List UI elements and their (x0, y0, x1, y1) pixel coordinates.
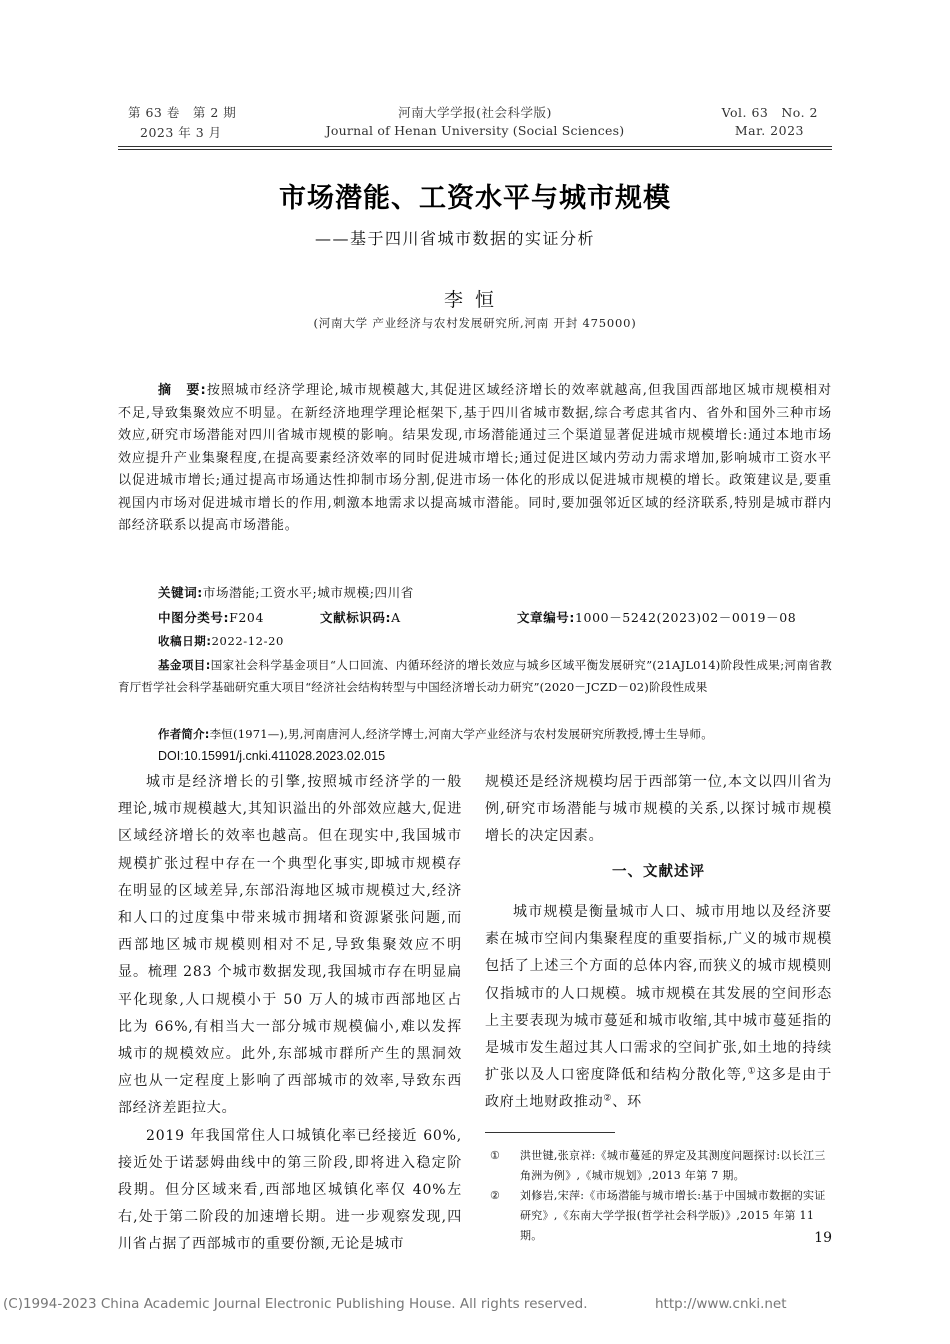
article-title: 市场潜能、工资水平与城市规模 (279, 183, 671, 214)
clc-value: F204 (229, 610, 265, 625)
received-label: 收稿日期: (158, 634, 212, 648)
body-paragraph-2: 2019 年我国常住人口城镇化率已经接近 60%,接近处于诺瑟姆曲线中的第三阶段,即将进入稳定阶段期。但分区域来看,西部地区城镇化率仅 40%左右,处于第二阶段的加速增长期。进一步观察发现,四川省占据了西部城市的重要份额,无论是城市 (118, 1127, 462, 1253)
article-number-value: 1000－5242(2023)02－0019－08 (575, 610, 797, 625)
footer-copyright: (C)1994-2023 China Academic Journal Electronic Publishing House. All rights reserved. (3, 1296, 588, 1312)
header-volume-cn: 第 63 卷 第 2 期 (128, 105, 237, 120)
document-code-value: A (391, 610, 401, 625)
document-code-label: 文献标识码: (320, 610, 392, 625)
article-author: 李恒 (443, 289, 506, 311)
article-subtitle: ——基于四川省城市数据的实证分析 (314, 229, 595, 248)
body-right-column (485, 769, 832, 851)
footnote-1-text: 洪世键,张京祥:《城市蔓延的界定及其测度问题探讨:以长江三角洲为例》,《城市规划》,2013 年第 7 期。 (520, 1149, 826, 1182)
body-paragraph-3: 规模还是经济规模均居于西部第一位,本文以四川省为例,研究市场潜能与城市规模的关系,以探讨城市规模增长的决定因素。 (485, 774, 832, 845)
footnote-2-text: 刘修岩,宋萍:《市场潜能与城市增长:基于中国城市数据的实证研究》,《东南大学学报(哲学社会科学版)》,2015 年第 11 期。 (520, 1189, 826, 1242)
section-title: 一、文献述评 (612, 864, 705, 880)
fund-info (118, 655, 832, 698)
abstract-label: 摘 要: (158, 383, 207, 398)
footer-url[interactable]: http://www.cnki.net (655, 1296, 787, 1312)
header-journal-cn: 河南大学学报(社会科学版) (398, 105, 552, 120)
header-rule-top (118, 146, 832, 147)
abstract (118, 380, 832, 538)
fund-text: 国家社会科学基金项目“人口回流、内循环经济的增长效应与城乡区域平衡发展研究”(21AJL014)阶段性成果;河南省教育厅哲学社会科学基础研究重大项目“经济社会结构转型与中国经济增长动力研究”(2020－JCZD－02)阶段性成果 (118, 658, 832, 694)
article-number-label: 文章编号: (517, 610, 575, 625)
header-volume-en: Vol. 63 No. 2 (721, 105, 818, 120)
keywords (158, 582, 414, 604)
body-paragraph-4 (485, 899, 832, 1117)
received-date (158, 630, 284, 652)
body-left-column (118, 769, 462, 1259)
body-paragraph-4-b: 这多是由于政府土地财政推动 (485, 1067, 833, 1111)
keywords-label: 关键词: (158, 585, 203, 600)
keywords-text: 市场潜能;工资水平;城市规模;四川省 (202, 585, 414, 600)
footnote-2 (490, 1186, 832, 1246)
footnote-divider (485, 1132, 615, 1133)
body-paragraph-4-a: 城市规模是衡量城市人口、城市用地以及经济要素在城市空间内集聚程度的重要指标,广义的城市规模包括了上述三个方面的总体内容,而狭义的城市规模则仅指城市的人口规模。城市规模在其发展的空间形态上主要表现为城市蔓延和城市收缩,其中城市蔓延指的是城市发生超过其人口需求的空间扩张,如土地的持续扩张以及人口密度降低和结构分散化等, (485, 904, 832, 1084)
clc-number (158, 607, 264, 629)
doi: DOI:10.15991/j.cnki.411028.2023.02.015 (158, 749, 386, 763)
body-paragraph-1: 城市是经济增长的引擎,按照城市经济学的一般理论,城市规模越大,其知识溢出的外部效应越大,促进区域经济增长的效率也越高。但在现实中,我国城市规模扩张过程中存在一个典型化事实,即城市规模存在明显的区域差异,东部沿海地区城市规模过大,经济和人口的过度集中带来城市拥堵和资源紧张问题,而西部地区城市规模则相对不足,导致集聚效应不明显。梳理 283 个城市数据发现,我国城市存在明显扁平化现象,人口规模小于 50 万人的城市西部地区占比为 66%,有相当大一部分城市规模偏小,难以发挥城市的规模效应。此外,东部城市群所产生的黑洞效应也从一定程度上影响了西部城市的效率,导致东西部经济差距拉大。 (118, 774, 462, 1117)
author-bio (118, 724, 832, 746)
header-journal-en: Journal of Henan University (Social Sciences) (325, 123, 625, 138)
header-rule-bottom (118, 149, 832, 150)
abstract-text: 按照城市经济学理论,城市规模越大,其促进区域经济增长的效率就越高,但我国西部地区城市规模相对不足,导致集聚效应不明显。在新经济地理学理论框架下,基于四川省城市数据,综合考虑其省内、省外和国外三种市场效应,研究市场潜能对四川省城市规模的影响。结果发现,市场潜能通过三个渠道显著促进城市规模增长:通过本地市场效应提升产业集聚程度,在提高要素经济效率的同时促进城市增长;通过促进区域内劳动力需求增加,影响城市工资水平以促进城市增长;通过提高市场通达性抑制市场分割,促进市场一体化的形成以促进城市规模的增长。政策建议是,要重视国内市场对促进城市增长的作用,刺激本地需求以提高城市潜能。同时,要加强邻近区域的经济联系,特别是城市群内部经济联系以提高市场潜能。 (118, 383, 832, 533)
page-number: 19 (814, 1230, 832, 1246)
footnote-1-number: ① (490, 1149, 501, 1162)
header-date-en: Mar. 2023 (734, 123, 804, 138)
footnote-2-number: ② (490, 1189, 501, 1202)
author-bio-label: 作者简介: (158, 727, 210, 741)
footnote-ref-1[interactable]: ① (747, 1066, 757, 1077)
clc-label: 中图分类号: (158, 610, 230, 625)
article-affiliation: (河南大学 产业经济与农村发展研究所,河南 开封 475000) (313, 316, 637, 330)
fund-label: 基金项目: (158, 658, 211, 672)
author-bio-text: 李恒(1971—),男,河南唐河人,经济学博士,河南大学产业经济与农村发展研究所教授,博士生导师。 (209, 727, 713, 741)
received-value: 2022-12-20 (211, 634, 284, 648)
footnote-ref-2[interactable]: ② (603, 1093, 613, 1104)
article-number (517, 607, 796, 629)
body-paragraph-4-c: 、环 (612, 1094, 642, 1111)
header-date-cn: 2023 年 3 月 (140, 125, 222, 140)
body-right-column-cont (485, 899, 832, 1117)
document-code (320, 607, 401, 629)
footnote-1 (490, 1146, 832, 1186)
